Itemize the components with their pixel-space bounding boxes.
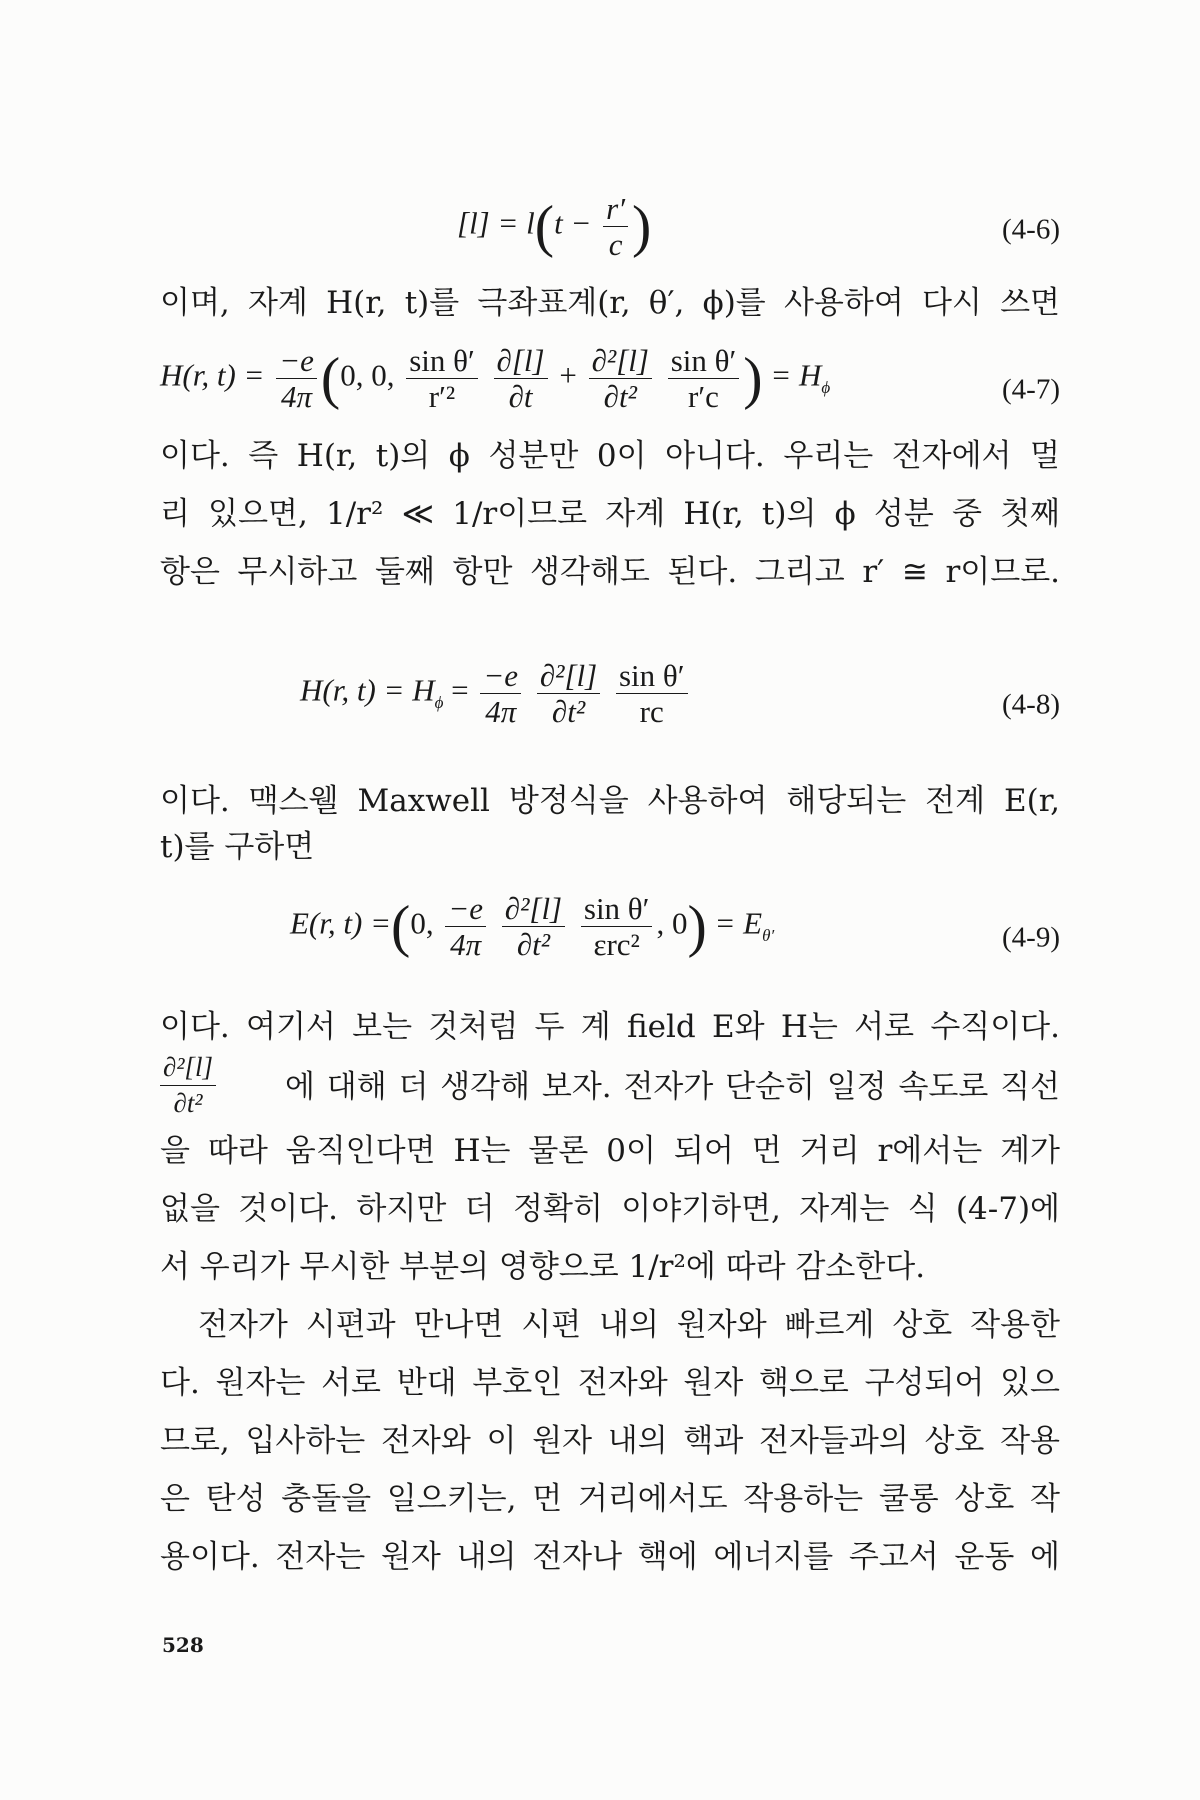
equation-4-9: E(r, t) =(0, $\frac{-e}{4\pi}$ $\frac{\text{∂²[l]}}{\text{∂t²}}$ $\frac{\text{sin θ′}}{\text{εrc²}}$ , $0) = E_{\theta'}$ (4-9) (290, 891, 1060, 962)
inline-fraction: $\frac{\text{∂²[l]}}{\text{∂t²}}$ (160, 1052, 216, 1119)
eq-4-9-lhs: E(r, t) = (290, 905, 391, 941)
paragraph-line: 은 탄성 충돌을 일으키는, 먼 거리에서도 작용하는 쿨롱 상호 작 (160, 1481, 1060, 1517)
paragraph-line: 리 있으면, 1/r² ≪ 1/r이므로 자계 H(r, t)의 ϕ 성분 중 첫째 (160, 496, 1060, 532)
equation-number: (4-6) (1002, 213, 1060, 246)
paragraph-line: 이다. 맥스웰 Maxwell 방정식을 사용하여 해당되는 전계 E(r, (160, 783, 1060, 819)
paragraph-line: 에 대해 더 생각해 보자. 전자가 단순히 일정 속도로 직선 (285, 1069, 1060, 1105)
equation-number: (4-9) (1002, 921, 1060, 954)
eq-4-8-lhs: H(r, t) = H (300, 672, 435, 708)
equation-4-8: H(r, $t) = H_\phi$ = $\frac{-e}{4\pi}$ $\frac{\text{∂²[l]}}{\text{∂t²}}$ $\frac{\text{sin θ′}}{rc}$ (4-8) (300, 658, 1060, 729)
paragraph-line: 이다. 즉 H(r, t)의 ϕ 성분만 0이 아니다. 우리는 전자에서 멀 (160, 438, 1060, 474)
inline-fraction-line (160, 1052, 1060, 1118)
equation-4-6: [l] = l(t − $\frac{r'}{c}$ ) (4-6) (457, 191, 1060, 262)
eq-4-6-lhs: [l] = l (457, 205, 535, 241)
paragraph-line: 전자가 시편과 만나면 시편 내의 원자와 빠르게 상호 작용한 (198, 1307, 1060, 1343)
paragraph-line: 항은 무시하고 둘째 항만 생각해도 된다. 그리고 r′ ≅ r이므로. (160, 554, 1060, 590)
paragraph-line: t)를 구하면 (160, 829, 315, 865)
page-number: 528 (162, 1633, 204, 1657)
equation-number: (4-7) (1002, 373, 1060, 406)
paragraph-line: 용이다. 전자는 원자 내의 전자나 핵에 에너지를 주고서 운동 에 (160, 1539, 1060, 1575)
paragraph-line: 이며, 자계 H(r, t)를 극좌표계(r, θ′, ϕ)를 사용하여 다시 쓰면 (160, 285, 1060, 321)
paragraph-line: 서 우리가 무시한 부분의 영향으로 1/r²에 따라 감소한다. (160, 1249, 926, 1285)
eq-4-7-lhs: H(r, t) = (160, 357, 265, 393)
paragraph-line: 을 따라 움직인다면 H는 물론 0이 되어 먼 거리 r에서는 계가 (160, 1133, 1060, 1169)
paragraph-line: 없을 것이다. 하지만 더 정확히 이야기하면, 자계는 식 (4-7)에 (160, 1191, 1060, 1227)
eq-4-6-t: t − (554, 205, 592, 241)
paragraph-line: 므로, 입사하는 전자와 이 원자 내의 핵과 전자들과의 상호 작용 (160, 1423, 1060, 1459)
paragraph-line: 이다. 여기서 보는 것처럼 두 계 field E와 H는 서로 수직이다. (160, 1009, 1060, 1045)
equation-4-7: H(r, t) = $\frac{-e}{4\pi}$ (0, 0, $\frac{\text{sin θ′}}{\text{r′²}}$ $\frac{\partial[l]}{\partial t}$ + $\frac{\text{∂²[l]}}{\text{∂t²}}$ $\frac{\text{sin θ′}}{r'c}$ ) = $H_\phi$ (4-7) (160, 343, 1060, 414)
equation-number: (4-8) (1002, 688, 1060, 721)
eq-4-6-fraction: $\frac{r'}{c}$ (603, 193, 628, 260)
paragraph-line: 다. 원자는 서로 반대 부호인 전자와 원자 핵으로 구성되어 있으 (160, 1365, 1060, 1401)
